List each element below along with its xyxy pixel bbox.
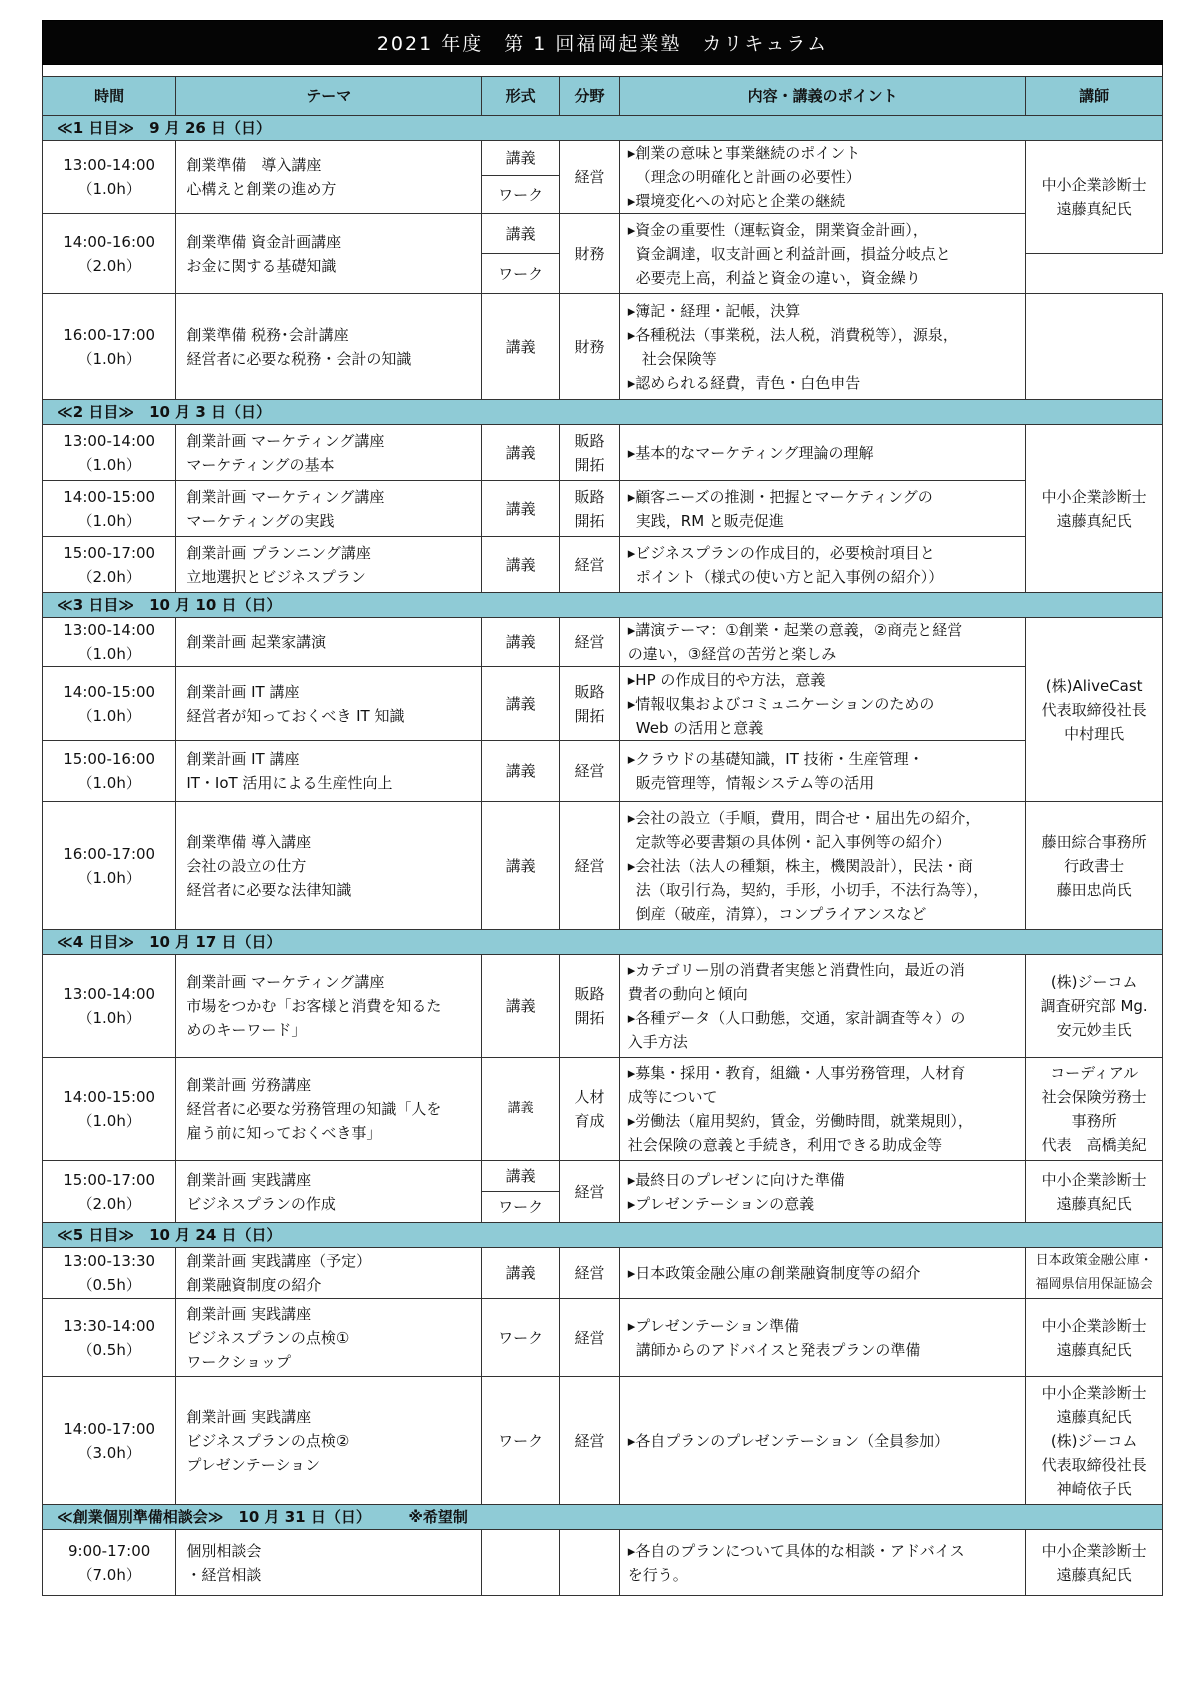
field-cell: 販路 開拓 (560, 955, 620, 1058)
header-row (43, 77, 1163, 116)
instructor-cell: 中小企業診断士 遠藤真紀氏 (1026, 1530, 1163, 1596)
format-cell: ワーク (482, 1377, 560, 1505)
format-cell: 講義 (482, 537, 560, 593)
header-theme: テーマ (176, 77, 482, 116)
day-header: ≪1 日目≫ 9 月 26 日（日） (43, 116, 1163, 141)
header-field: 分野 (560, 77, 620, 116)
page-title: 2021 年度 第 1 回福岡起業塾 カリキュラム (42, 20, 1163, 65)
time-cell: 16:00-17:00 （1.0h） (43, 294, 176, 400)
time-cell: 16:00-17:00 （1.0h） (43, 802, 176, 930)
points-cell: ▸簿記・経理・記帳，決算 ▸各種税法（事業税，法人税，消費税等），源泉， 社会保険等 ▸認められる経費，青色・白色申告 (619, 294, 1026, 400)
points-cell: ▸募集・採用・教育，組織・人事労務管理，人材育 成等について ▸労働法（雇用契約，賃金，労働時間，就業規則）， 社会保険の意義と手続き，利用できる助成金等 (619, 1058, 1026, 1161)
points-cell: ▸基本的なマーケティング理論の理解 (619, 425, 1026, 481)
theme-cell: 創業計画 IT 講座 IT・IoT 活用による生産性向上 (176, 741, 482, 802)
field-cell: 販路 開拓 (560, 481, 620, 537)
day-header: ≪4 日目≫ 10 月 17 日（日） (43, 930, 1163, 955)
time-cell: 15:00-16:00 （1.0h） (43, 741, 176, 802)
points-cell: ▸創業の意味と事業継続のポイント （理念の明確化と計画の必要性） ▸環境変化への対応と企業の継続 (619, 141, 1026, 214)
theme-cell: 創業準備 税務･会計講座 経営者に必要な税務・会計の知識 (176, 294, 482, 400)
curriculum-table (42, 76, 1163, 1596)
theme-cell: 創業計画 プランニング講座 立地選択とビジネスプラン (176, 537, 482, 593)
theme-cell: 創業計画 実践講座 ビジネスプランの点検② プレゼンテーション (176, 1377, 482, 1505)
points-cell: ▸プレゼンテーション準備 講師からのアドバイスと発表プランの準備 (619, 1299, 1026, 1377)
instructor-cell: コーディアル 社会保険労務士 事務所 代表 高橋美紀 (1026, 1058, 1163, 1161)
format-cell: 講義 (482, 294, 560, 400)
field-cell: 経営 (560, 537, 620, 593)
instructor-cell: (株)ジーコム 調査研究部 Mg. 安元妙圭氏 (1026, 955, 1163, 1058)
field-cell: 財務 (560, 214, 620, 294)
format-cell (482, 1530, 560, 1596)
instructor-cell: 中小企業診断士 遠藤真紀氏 (1026, 425, 1163, 593)
format-cell: 講義 (482, 802, 560, 930)
time-cell: 13:00-14:00 （1.0h） (43, 618, 176, 667)
theme-cell: 創業計画 労務講座 経営者に必要な労務管理の知識「人を 雇う前に知っておくべき事」 (176, 1058, 482, 1161)
field-cell: 経営 (560, 618, 620, 667)
points-cell: ▸日本政策金融公庫の創業融資制度等の紹介 (619, 1248, 1026, 1299)
format-cell: ワーク (482, 254, 560, 294)
format-cell: ワーク (482, 176, 560, 214)
time-cell: 13:00-14:00 （1.0h） (43, 955, 176, 1058)
time-cell: 13:00-14:00 （1.0h） (43, 141, 176, 214)
theme-cell: 創業計画 実践講座（予定） 創業融資制度の紹介 (176, 1248, 482, 1299)
header-points: 内容・講義のポイント (619, 77, 1026, 116)
time-cell: 13:00-14:00 （1.0h） (43, 425, 176, 481)
field-cell: 経営 (560, 1299, 620, 1377)
points-cell: ▸講演テーマ：①創業・起業の意義，②商売と経営 の違い，③経営の苦労と楽しみ (619, 618, 1026, 667)
format-cell: ワーク (482, 1192, 560, 1223)
points-cell: ▸クラウドの基礎知識，IT 技術・生産管理・ 販売管理等，情報システム等の活用 (619, 741, 1026, 802)
instructor-cell: 中小企業診断士 遠藤真紀氏 (株)ジーコム 代表取締役社長 神崎依子氏 (1026, 1377, 1163, 1505)
format-cell: 講義 (482, 741, 560, 802)
theme-cell: 創業計画 マーケティング講座 市場をつかむ「お客様と消費を知るた めのキーワード」 (176, 955, 482, 1058)
theme-cell: 創業計画 起業家講演 (176, 618, 482, 667)
time-cell: 13:00-13:30 （0.5h） (43, 1248, 176, 1299)
theme-cell: 創業準備 導入講座 会社の設立の仕方 経営者に必要な法律知識 (176, 802, 482, 930)
time-cell: 14:00-15:00 （1.0h） (43, 481, 176, 537)
format-cell: ワーク (482, 1299, 560, 1377)
time-cell: 14:00-15:00 （1.0h） (43, 667, 176, 741)
theme-cell: 創業計画 マーケティング講座 マーケティングの基本 (176, 425, 482, 481)
instructor-cell (1026, 294, 1163, 400)
format-cell: 講義 (482, 955, 560, 1058)
field-cell: 経営 (560, 1161, 620, 1223)
format-cell: 講義 (482, 1058, 560, 1161)
day-header: ≪2 日目≫ 10 月 3 日（日） (43, 400, 1163, 425)
theme-cell: 創業準備 導入講座 心構えと創業の進め方 (176, 141, 482, 214)
header-instructor: 講師 (1026, 77, 1163, 116)
time-cell: 15:00-17:00 （2.0h） (43, 1161, 176, 1223)
field-cell: 経営 (560, 1248, 620, 1299)
day-header: ≪5 日目≫ 10 月 24 日（日） (43, 1223, 1163, 1248)
points-cell: ▸カテゴリー別の消費者実態と消費性向，最近の消 費者の動向と傾向 ▸各種データ（人口動態，交通，家計調査等々）の 入手方法 (619, 955, 1026, 1058)
instructor-cell: 日本政策金融公庫・ 福岡県信用保証協会 (1026, 1248, 1163, 1299)
instructor-cell: 藤田綜合事務所 行政書士 藤田忠尚氏 (1026, 802, 1163, 930)
points-cell: ▸最終日のプレゼンに向けた準備 ▸プレゼンテーションの意義 (619, 1161, 1026, 1223)
format-cell: 講義 (482, 667, 560, 741)
time-cell: 14:00-17:00 （3.0h） (43, 1377, 176, 1505)
theme-cell: 個別相談会 ・経営相談 (176, 1530, 482, 1596)
time-cell: 9:00-17:00 （7.0h） (43, 1530, 176, 1596)
day-header: ≪創業個別準備相談会≫ 10 月 31 日（日） ※希望制 (43, 1505, 1163, 1530)
format-cell: 講義 (482, 214, 560, 254)
time-cell: 15:00-17:00 （2.0h） (43, 537, 176, 593)
time-cell: 14:00-16:00 （2.0h） (43, 214, 176, 294)
curriculum-page (42, 20, 1163, 1596)
field-cell: 販路 開拓 (560, 425, 620, 481)
header-time: 時間 (43, 77, 176, 116)
title-gap (42, 65, 1163, 76)
theme-cell: 創業計画 IT 講座 経営者が知っておくべき IT 知識 (176, 667, 482, 741)
format-cell: 講義 (482, 481, 560, 537)
time-cell: 13:30-14:00 （0.5h） (43, 1299, 176, 1377)
format-cell: 講義 (482, 141, 560, 176)
points-cell: ▸資金の重要性（運転資金，開業資金計画）， 資金調達，収支計画と利益計画，損益分岐点と 必要売上高，利益と資金の違い，資金繰り (619, 214, 1026, 294)
points-cell: ▸顧客ニーズの推測・把握とマーケティングの 実践，RM と販売促進 (619, 481, 1026, 537)
field-cell: 販路 開拓 (560, 667, 620, 741)
field-cell: 経営 (560, 1377, 620, 1505)
theme-cell: 創業計画 マーケティング講座 マーケティングの実践 (176, 481, 482, 537)
header-format: 形式 (482, 77, 560, 116)
format-cell: 講義 (482, 1161, 560, 1192)
field-cell (560, 1530, 620, 1596)
instructor-cell: (株)AliveCast 代表取締役社長 中村理氏 (1026, 618, 1163, 802)
format-cell: 講義 (482, 618, 560, 667)
points-cell: ▸各自プランのプレゼンテーション（全員参加） (619, 1377, 1026, 1505)
field-cell: 経営 (560, 802, 620, 930)
time-cell: 14:00-15:00 （1.0h） (43, 1058, 176, 1161)
format-cell: 講義 (482, 1248, 560, 1299)
field-cell: 財務 (560, 294, 620, 400)
theme-cell: 創業計画 実践講座 ビジネスプランの点検① ワークショップ (176, 1299, 482, 1377)
points-cell: ▸各自のプランについて具体的な相談・アドバイス を行う。 (619, 1530, 1026, 1596)
theme-cell: 創業準備 資金計画講座 お金に関する基礎知識 (176, 214, 482, 294)
points-cell: ▸会社の設立（手順，費用，問合せ・届出先の紹介， 定款等必要書類の具体例・記入事例等の紹介） ▸会社法（法人の種類，株主，機関設計），民法・商 法（取引行為，契約，手形，小切手，不法行為等）， 倒産（破産，清算），コンプライアンスなど (619, 802, 1026, 930)
points-cell: ▸ビジネスプランの作成目的，必要検討項目と ポイント（様式の使い方と記入事例の紹介）） (619, 537, 1026, 593)
field-cell: 経営 (560, 141, 620, 214)
points-cell: ▸HP の作成目的や方法，意義 ▸情報収集およびコミュニケーションのための Web の活用と意義 (619, 667, 1026, 741)
field-cell: 経営 (560, 741, 620, 802)
format-cell: 講義 (482, 425, 560, 481)
instructor-cell: 中小企業診断士 遠藤真紀氏 (1026, 1299, 1163, 1377)
field-cell: 人材 育成 (560, 1058, 620, 1161)
instructor-cell: 中小企業診断士 遠藤真紀氏 (1026, 1161, 1163, 1223)
day-header: ≪3 日目≫ 10 月 10 日（日） (43, 593, 1163, 618)
theme-cell: 創業計画 実践講座 ビジネスプランの作成 (176, 1161, 482, 1223)
instructor-cell: 中小企業診断士 遠藤真紀氏 (1026, 141, 1163, 254)
